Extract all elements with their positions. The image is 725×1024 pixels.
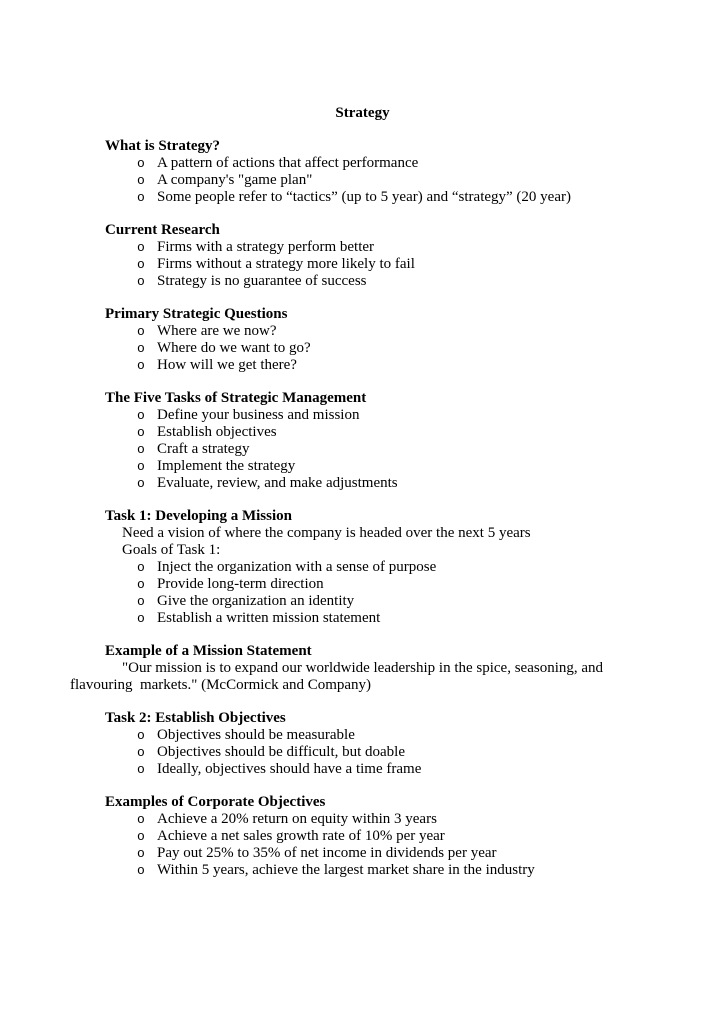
section-heading: The Five Tasks of Strategic Management bbox=[105, 390, 367, 406]
list-item bbox=[70, 744, 655, 761]
section-task-2 bbox=[70, 710, 655, 778]
list-item-text: Ideally, objectives should have a time frame bbox=[157, 761, 422, 777]
bullet-icon: o bbox=[137, 459, 145, 474]
list-item-text: Within 5 years, achieve the largest market share in the industry bbox=[157, 862, 535, 878]
bullet-list bbox=[70, 155, 655, 206]
list-item-text: Firms with a strategy perform better bbox=[157, 239, 375, 255]
list-item bbox=[70, 172, 655, 189]
bullet-icon: o bbox=[137, 240, 145, 255]
bullet-icon: o bbox=[137, 594, 145, 609]
list-item-text: Implement the strategy bbox=[157, 458, 296, 474]
section-what-is-strategy bbox=[70, 138, 655, 206]
list-item bbox=[70, 576, 655, 593]
bullet-icon: o bbox=[137, 173, 145, 188]
section-heading: Examples of Corporate Objectives bbox=[105, 794, 326, 810]
list-item bbox=[70, 189, 655, 206]
list-item-text: Pay out 25% to 35% of net income in dividends per year bbox=[157, 845, 497, 861]
bullet-icon: o bbox=[137, 762, 145, 777]
list-item bbox=[70, 559, 655, 576]
section-current-research bbox=[70, 222, 655, 290]
bullet-list bbox=[70, 407, 655, 492]
list-item bbox=[70, 458, 655, 475]
list-item-text: Objectives should be measurable bbox=[157, 727, 355, 743]
list-item-text: Where are we now? bbox=[157, 323, 277, 339]
bullet-list bbox=[70, 559, 655, 627]
bullet-icon: o bbox=[137, 577, 145, 592]
bullet-icon: o bbox=[137, 728, 145, 743]
bullet-icon: o bbox=[137, 476, 145, 491]
list-item-text: Strategy is no guarantee of success bbox=[157, 273, 367, 289]
list-item bbox=[70, 273, 655, 290]
list-item bbox=[70, 424, 655, 441]
list-item-text: Give the organization an identity bbox=[157, 593, 355, 609]
bullet-icon: o bbox=[137, 442, 145, 457]
list-item-text: Where do we want to go? bbox=[157, 340, 311, 356]
bullet-list bbox=[70, 727, 655, 778]
bullet-icon: o bbox=[137, 560, 145, 575]
list-item bbox=[70, 845, 655, 862]
list-item bbox=[70, 441, 655, 458]
section-five-tasks bbox=[70, 390, 655, 492]
section-heading: Example of a Mission Statement bbox=[105, 643, 312, 659]
section-heading: Primary Strategic Questions bbox=[105, 306, 288, 322]
list-item bbox=[70, 593, 655, 610]
list-item-text: Inject the organization with a sense of purpose bbox=[157, 559, 437, 575]
document-title: Strategy bbox=[335, 105, 390, 121]
list-item bbox=[70, 407, 655, 424]
list-item bbox=[70, 239, 655, 256]
section-line: Goals of Task 1: bbox=[122, 542, 221, 558]
bullet-icon: o bbox=[137, 408, 145, 423]
list-item-text: Some people refer to “tactics” (up to 5 year) and “strategy” (20 year) bbox=[157, 189, 571, 205]
list-item bbox=[70, 828, 655, 845]
list-item-text: Establish a written mission statement bbox=[157, 610, 381, 626]
section-line: Need a vision of where the company is headed over the next 5 years bbox=[122, 525, 531, 541]
section-corporate-objectives bbox=[70, 794, 655, 879]
bullet-icon: o bbox=[137, 812, 145, 827]
bullet-list bbox=[70, 239, 655, 290]
list-item bbox=[70, 340, 655, 357]
section-mission-example bbox=[70, 643, 655, 694]
list-item-text: How will we get there? bbox=[157, 357, 297, 373]
bullet-icon: o bbox=[137, 257, 145, 272]
list-item bbox=[70, 357, 655, 374]
section-heading: Task 1: Developing a Mission bbox=[105, 508, 292, 524]
list-item-text: Craft a strategy bbox=[157, 441, 250, 457]
bullet-icon: o bbox=[137, 190, 145, 205]
list-item-text: Define your business and mission bbox=[157, 407, 360, 423]
list-item bbox=[70, 323, 655, 340]
bullet-icon: o bbox=[137, 745, 145, 760]
list-item bbox=[70, 610, 655, 627]
section-primary-strategic-questions bbox=[70, 306, 655, 374]
section-heading: Task 2: Establish Objectives bbox=[105, 710, 286, 726]
list-item-text: Provide long-term direction bbox=[157, 576, 324, 592]
bullet-list bbox=[70, 811, 655, 879]
list-item-text: Firms without a strategy more likely to fail bbox=[157, 256, 415, 272]
list-item bbox=[70, 761, 655, 778]
mission-statement-paragraph: "Our mission is to expand our worldwide leadership in the spice, seasoning, and flavouring markets." (McCormick and Company) bbox=[70, 660, 607, 693]
list-item-text: Achieve a 20% return on equity within 3 years bbox=[157, 811, 437, 827]
bullet-icon: o bbox=[137, 829, 145, 844]
bullet-icon: o bbox=[137, 274, 145, 289]
bullet-icon: o bbox=[137, 341, 145, 356]
bullet-icon: o bbox=[137, 358, 145, 373]
list-item bbox=[70, 155, 655, 172]
list-item bbox=[70, 727, 655, 744]
section-heading: What is Strategy? bbox=[105, 138, 220, 154]
list-item-text: Evaluate, review, and make adjustments bbox=[157, 475, 398, 491]
bullet-list bbox=[70, 323, 655, 374]
bullet-icon: o bbox=[137, 324, 145, 339]
list-item-text: Objectives should be difficult, but doable bbox=[157, 744, 406, 760]
bullet-icon: o bbox=[137, 156, 145, 171]
list-item bbox=[70, 256, 655, 273]
list-item bbox=[70, 862, 655, 879]
list-item-text: A pattern of actions that affect performance bbox=[157, 155, 419, 171]
list-item bbox=[70, 475, 655, 492]
list-item bbox=[70, 811, 655, 828]
bullet-icon: o bbox=[137, 846, 145, 861]
bullet-icon: o bbox=[137, 611, 145, 626]
list-item-text: Achieve a net sales growth rate of 10% per year bbox=[157, 828, 445, 844]
bullet-icon: o bbox=[137, 425, 145, 440]
list-item-text: Establish objectives bbox=[157, 424, 277, 440]
list-item-text: A company's "game plan" bbox=[157, 172, 313, 188]
section-heading: Current Research bbox=[105, 222, 220, 238]
bullet-icon: o bbox=[137, 863, 145, 878]
section-task-1 bbox=[70, 508, 655, 627]
